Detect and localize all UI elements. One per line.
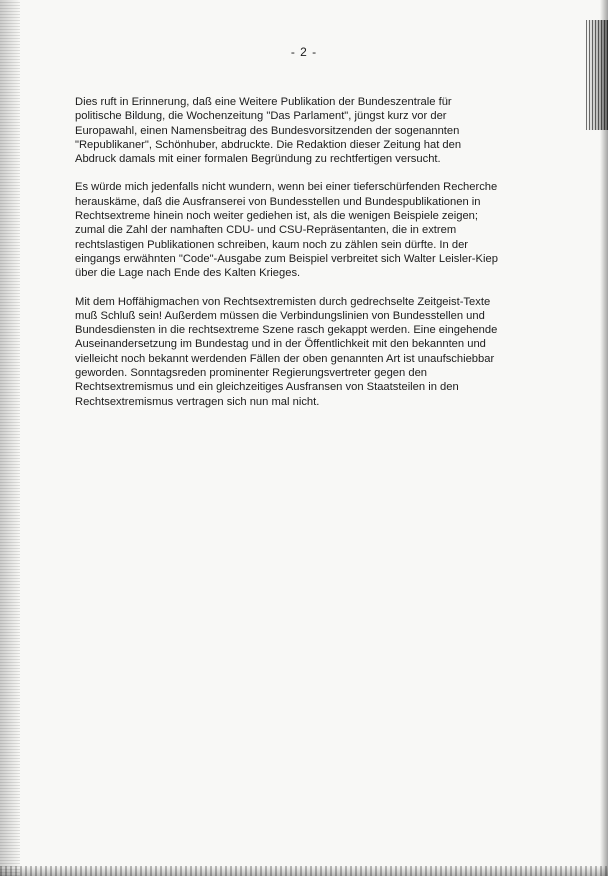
text-line: Mit dem Hoffähigmachen von Rechtsextremisten durch gedrechselte Zeitgeist-Texte — [75, 295, 491, 308]
text-line: Abdruck damals mit einer formalen Begründung zu rechtfertigen versucht. — [75, 153, 441, 166]
text-line: vielleicht noch bekannt werdenden Fällen der oben genannten Art ist unaufschiebbar — [75, 352, 495, 365]
text-line: Bundesdiensten in die rechtsextreme Szene rasch gekappt werden. Eine eingehende — [75, 324, 498, 337]
text-line: herauskäme, daß die Ausfranserei von Bundesstellen und Bundespublikationen in — [75, 195, 481, 208]
text-line: politische Bildung, die Wochenzeitung "Das Parlament", jüngst kurz vor der — [75, 110, 447, 123]
text-line: geworden. Sonntagsreden prominenter Regierungsvertreter gegen den — [75, 367, 428, 380]
scan-edge-bottom — [0, 866, 608, 876]
text-line: Europawahl, einen Namensbeitrag des Bundesvorsitzenden der sogenannten — [75, 124, 460, 137]
text-line: zumal die Zahl der namhaften CDU- und CSU-Repräsentanten, die in extrem — [75, 224, 457, 237]
text-line: rechtslastigen Publikationen schreiben, kaum noch zu zählen sein dürfte. In der — [75, 238, 469, 251]
scan-smudge-right — [586, 20, 608, 130]
page-number: - 2 - — [290, 45, 318, 59]
text-line: muß Schluß sein! Außerdem müssen die Verbindungslinien von Bundesstellen und — [75, 309, 485, 322]
paragraph-1 — [75, 95, 500, 166]
body-text — [75, 95, 500, 423]
scan-edge-left — [0, 0, 20, 876]
text-line: über die Lage nach Ende des Kalten Krieges. — [75, 267, 301, 280]
paragraph-3 — [75, 295, 500, 409]
paragraph-2 — [75, 180, 500, 280]
scan-edge-right — [600, 0, 608, 876]
text-line: Dies ruft in Erinnerung, daß eine Weitere Publikation der Bundeszentrale für — [75, 96, 452, 108]
text-line: "Republikaner", Schönhuber, abdruckte. Die Redaktion dieser Zeitung hat den — [75, 138, 462, 151]
text-line: Rechtsextremismus und ein gleichzeitiges Ausfransen von Staatsteilen in den — [75, 381, 459, 394]
text-line: eingangs erwähnten "Code"-Ausgabe zum Beispiel verbreitet sich Walter Leisler-Kiep — [75, 252, 498, 265]
text-line: Es würde mich jedenfalls nicht wundern, wenn bei einer tieferschürfenden Recherche — [75, 181, 498, 194]
text-line: Auseinandersetzung im Bundestag und in der Öffentlichkeit mit den bekannten und — [75, 338, 486, 351]
text-line: Rechtsextreme hinein noch weiter gediehen ist, als die wenigen Beispiele zeigen; — [75, 210, 478, 223]
text-line: Rechtsextremismus vertragen sich nun mal nicht. — [75, 395, 320, 408]
